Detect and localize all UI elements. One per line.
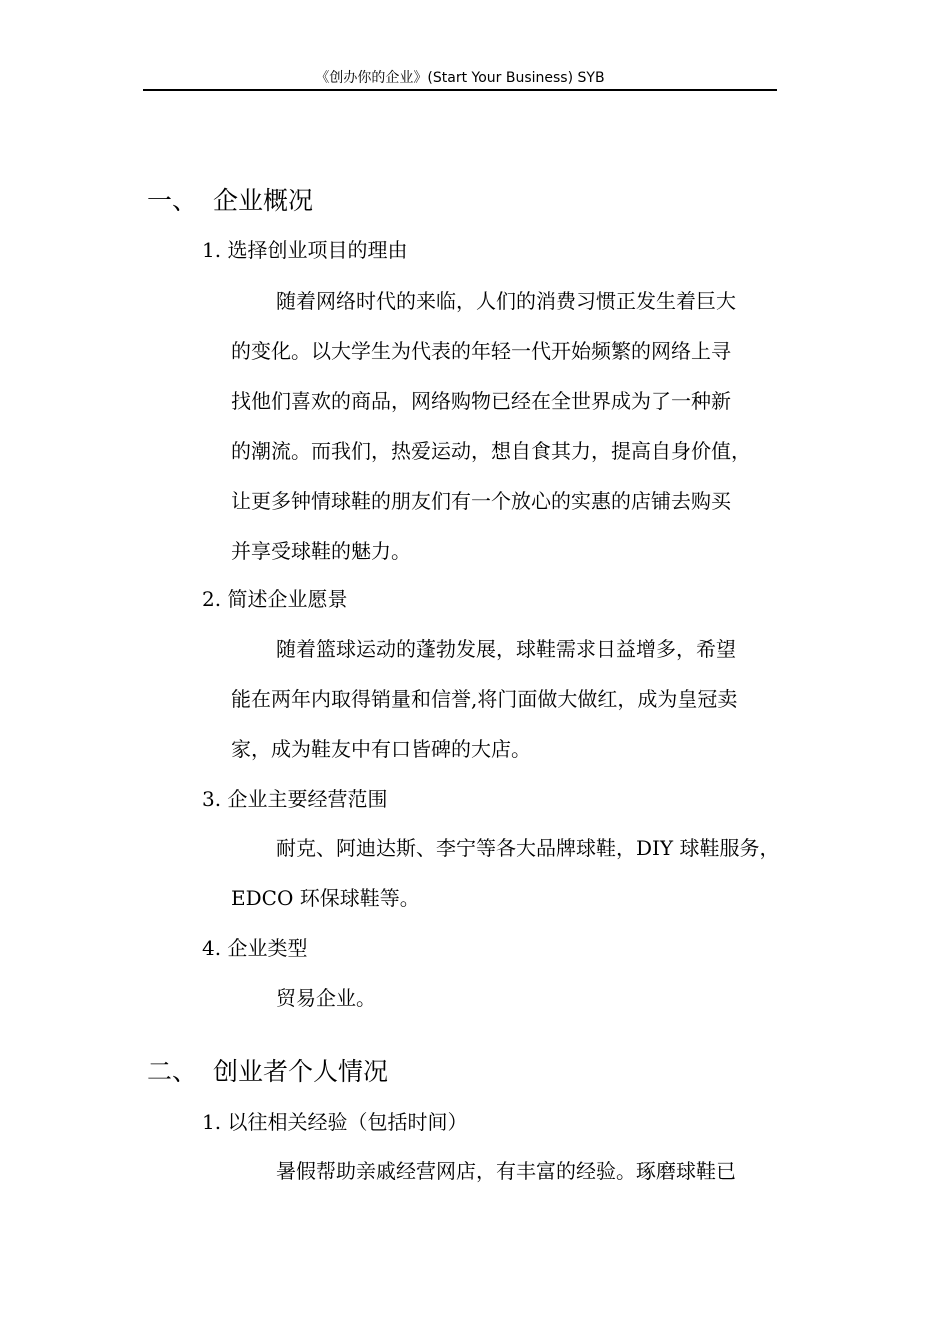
paragraph-line: 的潮流。而我们，热爱运动，想自食其力，提高自身价值， xyxy=(231,439,751,463)
paragraph-1-3 xyxy=(231,823,780,923)
paragraph-line: 随着篮球运动的蓬勃发展，球鞋需求日益增多，希望 xyxy=(276,637,736,661)
subheading-1-1: 1. 选择创业项目的理由 xyxy=(202,238,408,262)
paragraph-1-4 xyxy=(231,973,376,1023)
paragraph-line: 贸易企业。 xyxy=(276,986,376,1010)
subheading-1-4: 4. 企业类型 xyxy=(202,936,308,960)
paragraph-line: 家，成为鞋友中有口皆碑的大店。 xyxy=(231,737,531,761)
section-heading: 企业概况 xyxy=(213,186,314,215)
subheading-2-1: 1. 以往相关经验（包括时间） xyxy=(202,1110,468,1134)
section-title-2 xyxy=(147,1057,388,1087)
subheading-1-3: 3. 企业主要经营范围 xyxy=(202,787,388,811)
page-header: 《创办你的企业》(Start Your Business) SYB xyxy=(143,68,777,91)
paragraph-line: 能在两年内取得销量和信誉,将门面做大做红，成为皇冠卖 xyxy=(231,687,738,711)
section-number: 二、 xyxy=(147,1057,198,1086)
paragraph-line: 让更多钟情球鞋的朋友们有一个放心的实惠的店铺去购买 xyxy=(231,489,731,513)
section-number: 一、 xyxy=(147,186,198,215)
subheading-1-2: 2. 简述企业愿景 xyxy=(202,587,348,611)
paragraph-line: 耐克、阿迪达斯、李宁等各大品牌球鞋，DIY 球鞋服务， xyxy=(276,836,780,860)
section-title-1 xyxy=(147,186,313,216)
section-heading: 创业者个人情况 xyxy=(213,1057,389,1086)
paragraph-line: EDCO 环保球鞋等。 xyxy=(231,886,420,910)
paragraph-line: 暑假帮助亲戚经营网店，有丰富的经验。琢磨球鞋已 xyxy=(276,1159,736,1183)
paragraph-line: 并享受球鞋的魅力。 xyxy=(231,539,411,563)
paragraph-line: 随着网络时代的来临，人们的消费习惯正发生着巨大 xyxy=(276,289,736,313)
paragraph-1-2 xyxy=(231,624,737,774)
paragraph-line: 找他们喜欢的商品，网络购物已经在全世界成为了一种新 xyxy=(231,389,731,413)
paragraph-line: 的变化。以大学生为代表的年轻一代开始频繁的网络上寻 xyxy=(231,339,731,363)
paragraph-2-1 xyxy=(231,1146,736,1196)
paragraph-1-1 xyxy=(231,276,751,576)
